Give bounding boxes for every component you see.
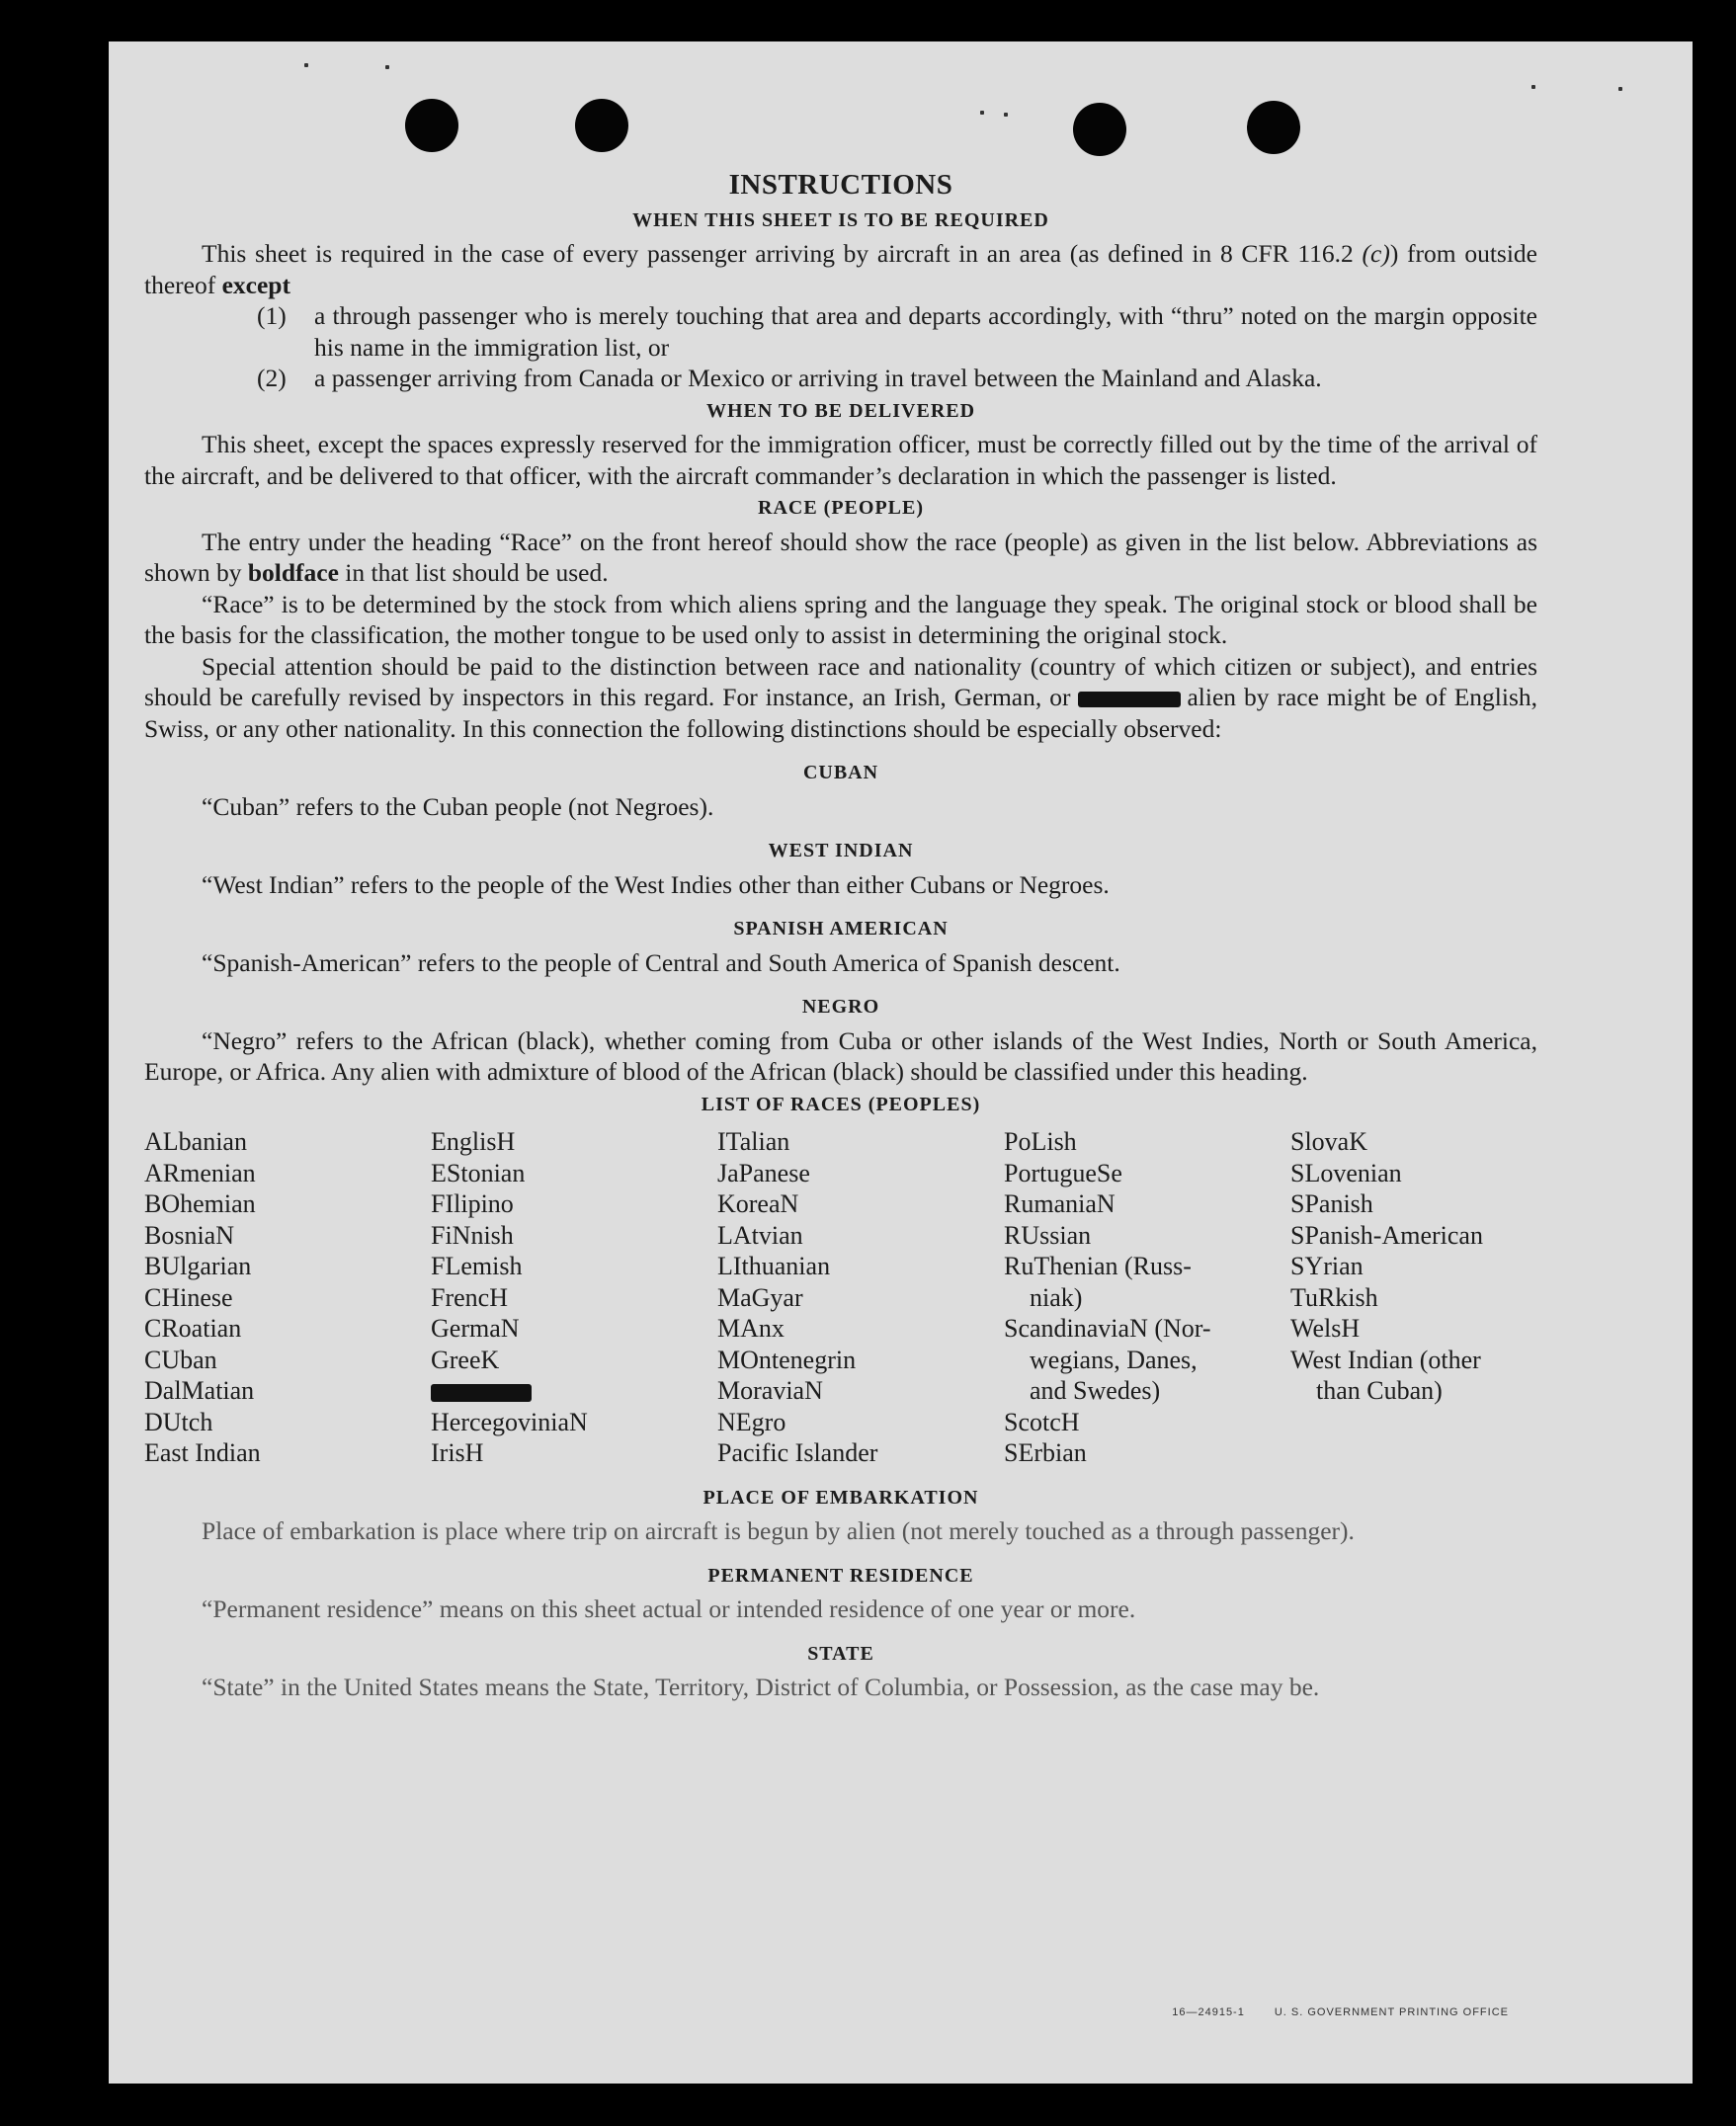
race-entry: JaPanese: [717, 1158, 810, 1187]
paragraph-race-3: Special attention should be paid to the distinction between race and nationality (country of which citizen or subject), and entries should be carefully revised by inspectors in this regard. For instance, an Irish, German, or alien by race might be of English, Swiss, or any other nationality. In this connection the following distinctions should be especially observed:: [144, 651, 1537, 743]
heading-when-required: WHEN THIS SHEET IS TO BE REQUIRED: [632, 208, 1049, 231]
race-entry: EStonian: [431, 1158, 526, 1187]
races-column: [1004, 1126, 1290, 1469]
paragraph-spanish-american: “Spanish-American” refers to the people of Central and South America of Spanish descent.: [202, 947, 1120, 977]
race-entry: NEgro: [717, 1407, 786, 1436]
race-entry: niak): [1030, 1282, 1083, 1312]
punch-hole: [1073, 103, 1126, 156]
race-entry: MOntenegrin: [717, 1345, 857, 1374]
race-entry: Pacific Islander: [717, 1438, 878, 1467]
race-entry: CRoatian: [144, 1314, 242, 1343]
redaction-mark: [431, 1384, 532, 1402]
speck: [304, 63, 308, 67]
speck: [1618, 87, 1622, 91]
heading-west-indian: WEST INDIAN: [768, 840, 914, 861]
document-sheet: [109, 41, 1693, 2084]
race-entry: LAtvian: [717, 1220, 803, 1250]
heading-negro: NEGRO: [801, 996, 880, 1018]
race-entry: GermaN: [431, 1314, 520, 1343]
race-entry: FIlipino: [431, 1189, 514, 1218]
paragraph-when-required: This sheet is required in the case of every passenger arriving by aircraft in an area (as defined in 8 CFR 116.2 (c)) from outside thereof except: [144, 239, 1537, 299]
race-entry: WelsH: [1290, 1314, 1361, 1343]
race-entry: CHinese: [144, 1282, 233, 1312]
paragraph-race-2: “Race” is to be determined by the stock from which aliens spring and the language they speak. The original stock or blood shall be the basis for the classification, the mother tongue to be used only to assist in determining the original stock.: [144, 589, 1537, 649]
instructions-body: [144, 170, 1537, 1703]
punch-hole: [575, 99, 628, 152]
race-entry: SPanish: [1290, 1189, 1373, 1218]
race-entry: ARmenian: [144, 1158, 256, 1187]
race-entry: ALbanian: [144, 1127, 247, 1156]
race-entry: BOhemian: [144, 1189, 256, 1218]
race-entry: and Swedes): [1030, 1376, 1161, 1405]
races-list: [144, 1126, 1537, 1469]
speck: [1531, 85, 1535, 89]
race-entry: than Cuban): [1316, 1376, 1443, 1405]
race-entry: SErbian: [1004, 1438, 1087, 1467]
race-entry: RuThenian (Russ-: [1004, 1252, 1192, 1280]
heading-when-delivered: WHEN TO BE DELIVERED: [705, 399, 976, 422]
race-entry: FrencH: [431, 1282, 508, 1312]
heading-state: STATE: [807, 1642, 874, 1665]
punch-hole: [405, 99, 458, 152]
races-column: [431, 1126, 717, 1469]
printer-imprint: U. S. GOVERNMENT PRINTING OFFICE: [1274, 2006, 1509, 2018]
race-entry: GreeK: [431, 1345, 500, 1374]
list-item: (2) a passenger arriving from Canada or Mexico or arriving in travel between the Mainland and Alaska.: [257, 364, 1322, 392]
form-code: 16—24915-1: [1172, 2006, 1245, 2018]
races-column: [1290, 1126, 1577, 1469]
race-entry: West Indian (other: [1290, 1345, 1481, 1374]
race-entry: MaGyar: [717, 1282, 803, 1312]
race-entry: RumaniaN: [1004, 1189, 1116, 1218]
race-entry: SLovenian: [1290, 1158, 1402, 1187]
race-entry: FLemish: [431, 1252, 523, 1280]
race-entry: BosniaN: [144, 1220, 234, 1250]
race-entry: ITalian: [717, 1127, 790, 1156]
race-entry: SYrian: [1290, 1252, 1364, 1280]
list-item: (1) a through passenger who is merely touching that area and departs accordingly, with “thru” noted on the margin opposite his name in the immigration list, or: [257, 301, 1537, 362]
paragraph-west-indian: “West Indian” refers to the people of the West Indies other than either Cubans or Negroes.: [202, 869, 1110, 899]
race-entry-redacted: [431, 1375, 717, 1407]
race-entry: MAnx: [717, 1314, 785, 1343]
race-entry: FiNnish: [431, 1220, 514, 1250]
heading-cuban: CUBAN: [802, 762, 879, 783]
paragraph-cuban: “Cuban” refers to the Cuban people (not Negroes).: [202, 791, 714, 821]
paragraph-state: “State” in the United States means the State, Territory, District of Columbia, or Possession, as the case may be.: [202, 1673, 1320, 1701]
races-column: [144, 1126, 431, 1469]
race-entry: HercegoviniaN: [431, 1407, 588, 1436]
page-title: INSTRUCTIONS: [728, 169, 953, 201]
heading-spanish-american: SPANISH AMERICAN: [733, 918, 949, 940]
race-entry: RUssian: [1004, 1220, 1092, 1250]
race-entry: LIthuanian: [717, 1252, 831, 1280]
paragraph-negro: “Negro” refers to the African (black), whether coming from Cuba or other islands of the West Indies, North or South America, Europe, or Africa. Any alien with admixture of blood of the African (black) should be classified under this heading.: [144, 1025, 1537, 1086]
race-entry: SlovaK: [1290, 1127, 1367, 1156]
heading-list-of-races: LIST OF RACES (PEOPLES): [701, 1093, 981, 1115]
speck: [980, 111, 984, 115]
race-entry: wegians, Danes,: [1030, 1345, 1198, 1374]
footer-imprint: [1142, 2006, 1509, 2018]
race-entry: PoLish: [1004, 1127, 1077, 1156]
race-entry: DUtch: [144, 1407, 213, 1436]
race-entry: East Indian: [144, 1438, 261, 1467]
race-entry: MoraviaN: [717, 1376, 823, 1405]
paragraph-when-delivered: This sheet, except the spaces expressly reserved for the immigration officer, must be correctly filled out by the time of the arrival of the aircraft, and be delivered to that officer, with the aircraft commander’s declaration in which the passenger is listed.: [144, 430, 1537, 490]
race-entry: KoreaN: [717, 1189, 799, 1218]
race-entry: BUlgarian: [144, 1252, 252, 1280]
redaction-mark: [1078, 692, 1181, 707]
punch-hole: [1247, 101, 1300, 154]
paragraph-embarkation: Place of embarkation is place where trip on aircraft is begun by alien (not merely touched as a through passenger).: [202, 1516, 1355, 1545]
heading-embarkation: PLACE OF EMBARKATION: [703, 1486, 979, 1509]
paragraph-residence: “Permanent residence” means on this sheet actual or intended residence of one year or more.: [202, 1594, 1136, 1623]
heading-race: RACE (PEOPLE): [758, 497, 924, 519]
race-entry: IrisH: [431, 1438, 484, 1467]
race-entry: CUban: [144, 1345, 217, 1374]
race-entry: ScotcH: [1004, 1407, 1080, 1436]
heading-residence: PERMANENT RESIDENCE: [707, 1564, 974, 1587]
races-column: [717, 1126, 1004, 1469]
race-entry: ScandinaviaN (Nor-: [1004, 1314, 1211, 1343]
race-entry: TuRkish: [1290, 1282, 1378, 1312]
race-entry: DalMatian: [144, 1376, 255, 1405]
race-entry: SPanish-American: [1290, 1220, 1483, 1250]
speck: [1004, 113, 1008, 117]
race-entry: EnglisH: [431, 1127, 516, 1156]
race-entry: PortugueSe: [1004, 1158, 1122, 1187]
paragraph-race-1: The entry under the heading “Race” on the front hereof should show the race (people) as given in the list below. Abbreviations as shown by boldface in that list should be used.: [144, 527, 1537, 587]
speck: [385, 65, 389, 69]
